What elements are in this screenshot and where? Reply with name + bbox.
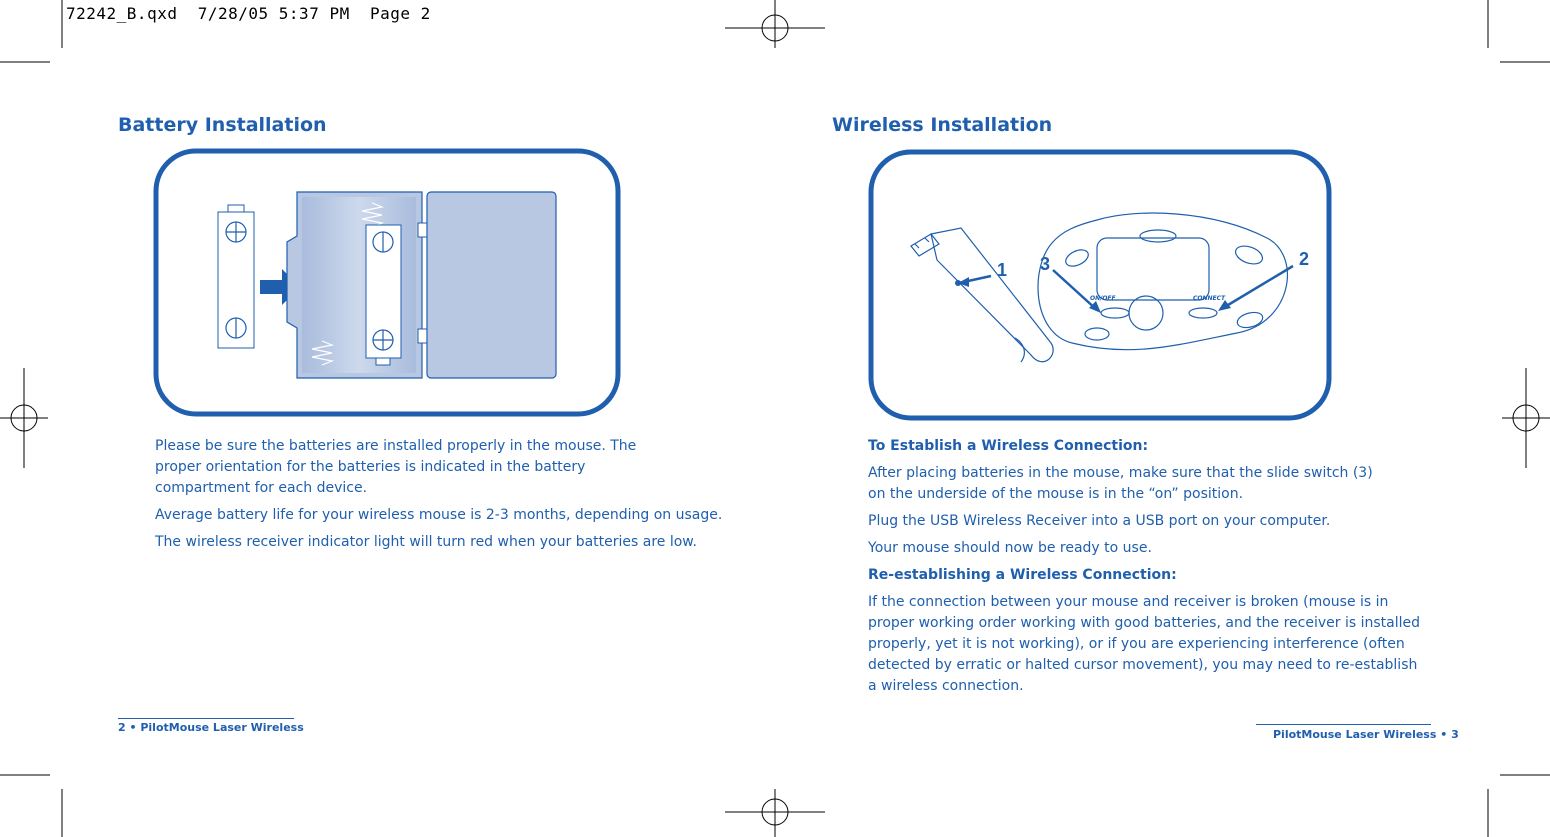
left-page-footer: 2 • PilotMouse Laser Wireless (118, 721, 304, 734)
establish-connection-subheading: To Establish a Wireless Connection: (868, 438, 1149, 454)
on-off-switch-label: ON/OFF (1090, 295, 1116, 302)
callout-2-label: 2 (1299, 249, 1310, 269)
loose-battery (218, 205, 254, 348)
compartment-body (287, 192, 427, 378)
establish-paragraph-2: Plug the USB Wireless Receiver into a USB port on your computer. (868, 513, 1331, 529)
battery-paragraph-2: Average battery life for your wireless mouse is 2-3 months, depending on usage. (155, 507, 723, 523)
battery-paragraph-3: The wireless receiver indicator light will turn red when your batteries are low. (155, 534, 697, 550)
battery-compartment-illustration (150, 145, 626, 425)
establish-paragraph-3: Your mouse should now be ready to use. (868, 540, 1152, 556)
reestablish-paragraph-1: If the connection between your mouse and receiver is broken (mouse is in proper working order working with good batteries, and the receiver is installed properly, yet it is not working), or if you are experiencing interference (often detected by erratic or halted cursor movement), you may need to re-establish a wireless connection. (868, 594, 1420, 694)
left-footer-rule (118, 718, 294, 719)
establish-paragraph-1: After placing batteries in the mouse, make sure that the slide switch (3) on the underside of the mouse is in the “on” position. (868, 465, 1373, 502)
right-page-footer: PilotMouse Laser Wireless • 3 (1273, 728, 1459, 741)
wireless-illustration (865, 148, 1335, 424)
battery-text-block (155, 436, 735, 559)
battery-paragraph-1: Please be sure the batteries are installed properly in the mouse. The proper orientation for the batteries is indicated in the battery compartment for each device. (155, 438, 637, 496)
wireless-text-block (868, 436, 1428, 703)
slug-line: 72242_B.qxd 7/28/05 5:37 PM Page 2 (66, 4, 431, 23)
wireless-installation-heading: Wireless Installation (832, 114, 1053, 136)
reestablish-connection-subheading: Re-establishing a Wireless Connection: (868, 567, 1177, 583)
battery-installation-heading: Battery Installation (118, 114, 327, 136)
battery-cover (427, 192, 556, 378)
connect-switch-label: CONNECT (1193, 295, 1226, 302)
callout-3-label: 3 (1040, 254, 1051, 274)
right-footer-rule (1256, 724, 1431, 725)
callout-1-label: 1 (997, 260, 1008, 280)
